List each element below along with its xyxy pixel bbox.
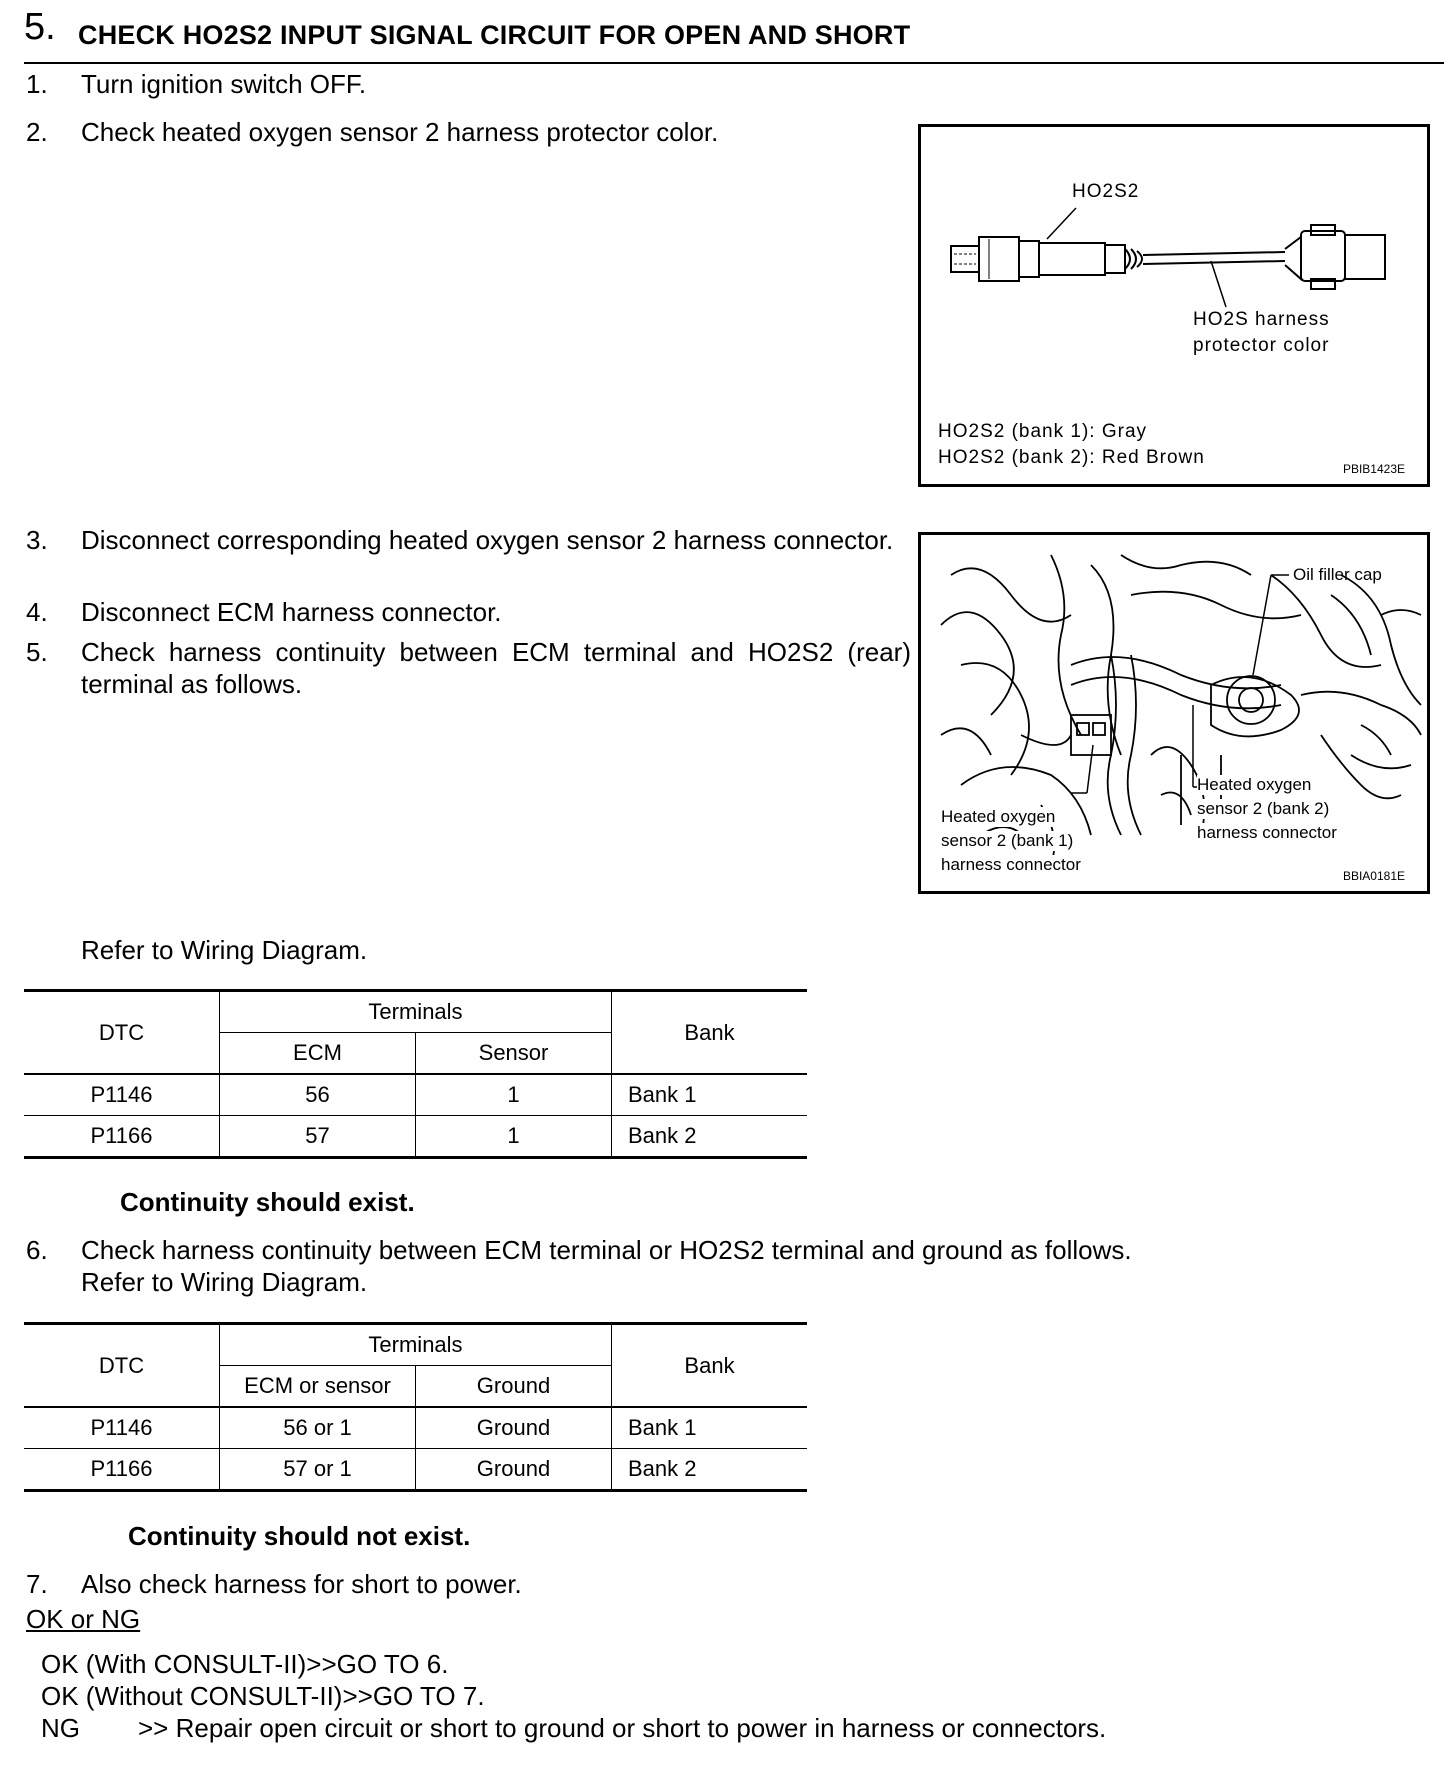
cell-ecm: 57 or 1 bbox=[220, 1449, 416, 1491]
harness-label-line2: protector color bbox=[1193, 335, 1330, 356]
bank1-label-line3: harness connector bbox=[941, 855, 1081, 874]
bank2-label-line3: harness connector bbox=[1197, 823, 1337, 842]
figure-code: PBIB1423E bbox=[1342, 462, 1405, 476]
th-sensor: Sensor bbox=[416, 1033, 612, 1075]
refer-wiring-2: Refer to Wiring Diagram. bbox=[81, 1267, 368, 1297]
cell-sensor: 1 bbox=[416, 1074, 612, 1116]
step-num: 4. bbox=[26, 597, 48, 627]
cell-dtc: P1146 bbox=[24, 1074, 220, 1116]
short-to-ground-table bbox=[24, 1322, 807, 1492]
th-ecm: ECM bbox=[220, 1033, 416, 1075]
bank2-label-line1: Heated oxygen bbox=[1197, 775, 1312, 794]
cell-bank: Bank 2 bbox=[612, 1116, 808, 1158]
ng-action: >> Repair open circuit or short to ground or short to power in harness or connectors. bbox=[138, 1713, 1107, 1743]
step-text: Check heated oxygen sensor 2 harness protector color. bbox=[81, 117, 719, 147]
step-num: 2. bbox=[26, 117, 48, 147]
bank1-color: HO2S2 (bank 1): Gray bbox=[938, 421, 1148, 442]
harness-label-line1: HO2S harness bbox=[1193, 309, 1330, 330]
step-text: Also check harness for short to power. bbox=[81, 1569, 522, 1599]
cell-ground: Ground bbox=[416, 1449, 612, 1491]
ng-label: NG bbox=[41, 1713, 80, 1743]
cell-bank: Bank 2 bbox=[612, 1449, 808, 1491]
step-text: Disconnect ECM harness connector. bbox=[81, 597, 502, 627]
cell-dtc: P1166 bbox=[24, 1116, 220, 1158]
step-text: Disconnect corresponding heated oxygen sensor 2 harness connector. bbox=[81, 525, 894, 555]
th-dtc: DTC bbox=[24, 991, 220, 1075]
step-number: 5. bbox=[24, 6, 56, 48]
cell-bank: Bank 1 bbox=[612, 1074, 808, 1116]
continuity-table bbox=[24, 989, 807, 1159]
step-num: 1. bbox=[26, 69, 48, 99]
engine-bay-figure bbox=[918, 532, 1430, 894]
th-terminals: Terminals bbox=[220, 1324, 612, 1366]
step-text: Check harness continuity between ECM terminal or HO2S2 terminal and ground as follows. bbox=[81, 1235, 1132, 1265]
cell-ecm: 57 bbox=[220, 1116, 416, 1158]
section-heading bbox=[24, 6, 1444, 64]
step-num: 6. bbox=[26, 1235, 48, 1265]
th-dtc: DTC bbox=[24, 1324, 220, 1408]
step-num: 5. bbox=[26, 637, 48, 667]
table-row bbox=[24, 1074, 807, 1116]
cell-dtc: P1166 bbox=[24, 1449, 220, 1491]
step-num: 3. bbox=[26, 525, 48, 555]
oil-filler-cap-label: Oil filler cap bbox=[1293, 565, 1382, 584]
result-continuity-not-exist: Continuity should not exist. bbox=[128, 1521, 471, 1551]
cell-ground: Ground bbox=[416, 1407, 612, 1449]
cell-bank: Bank 1 bbox=[612, 1407, 808, 1449]
figure-code: BBIA0181E bbox=[1342, 869, 1405, 883]
refer-wiring-1: Refer to Wiring Diagram. bbox=[81, 935, 368, 965]
bank2-color: HO2S2 (bank 2): Red Brown bbox=[938, 447, 1205, 468]
cell-dtc: P1146 bbox=[24, 1407, 220, 1449]
bank2-label-line2: sensor 2 (bank 2) bbox=[1197, 799, 1330, 818]
sensor-figure bbox=[918, 124, 1430, 487]
section-title: CHECK HO2S2 INPUT SIGNAL CIRCUIT FOR OPEN AND SHORT bbox=[78, 20, 911, 50]
cell-sensor: 1 bbox=[416, 1116, 612, 1158]
cell-ecm: 56 bbox=[220, 1074, 416, 1116]
step-text: Check harness continuity between ECM terminal and HO2S2 (rear) terminal as follows. bbox=[81, 637, 911, 699]
th-bank: Bank bbox=[612, 991, 808, 1075]
th-terminals: Terminals bbox=[220, 991, 612, 1033]
table-row bbox=[24, 1449, 807, 1491]
cell-ecm: 56 or 1 bbox=[220, 1407, 416, 1449]
ok-without-consult: OK (Without CONSULT-II)>>GO TO 7. bbox=[41, 1681, 485, 1711]
step-text: Turn ignition switch OFF. bbox=[81, 69, 367, 99]
bank1-label-line2: sensor 2 (bank 1) bbox=[941, 831, 1074, 850]
step-num: 7. bbox=[26, 1569, 48, 1599]
sensor-label: HO2S2 bbox=[1072, 181, 1140, 202]
ok-or-ng-heading: OK or NG bbox=[26, 1604, 141, 1634]
bank1-label-line1: Heated oxygen bbox=[941, 807, 1056, 826]
th-ground: Ground bbox=[416, 1366, 612, 1408]
table-row bbox=[24, 1116, 807, 1158]
th-ecm-or-sensor: ECM or sensor bbox=[220, 1366, 416, 1408]
th-bank: Bank bbox=[612, 1324, 808, 1408]
result-continuity-exist: Continuity should exist. bbox=[120, 1187, 415, 1217]
table-row bbox=[24, 1407, 807, 1449]
ok-with-consult: OK (With CONSULT-II)>>GO TO 6. bbox=[41, 1649, 449, 1679]
